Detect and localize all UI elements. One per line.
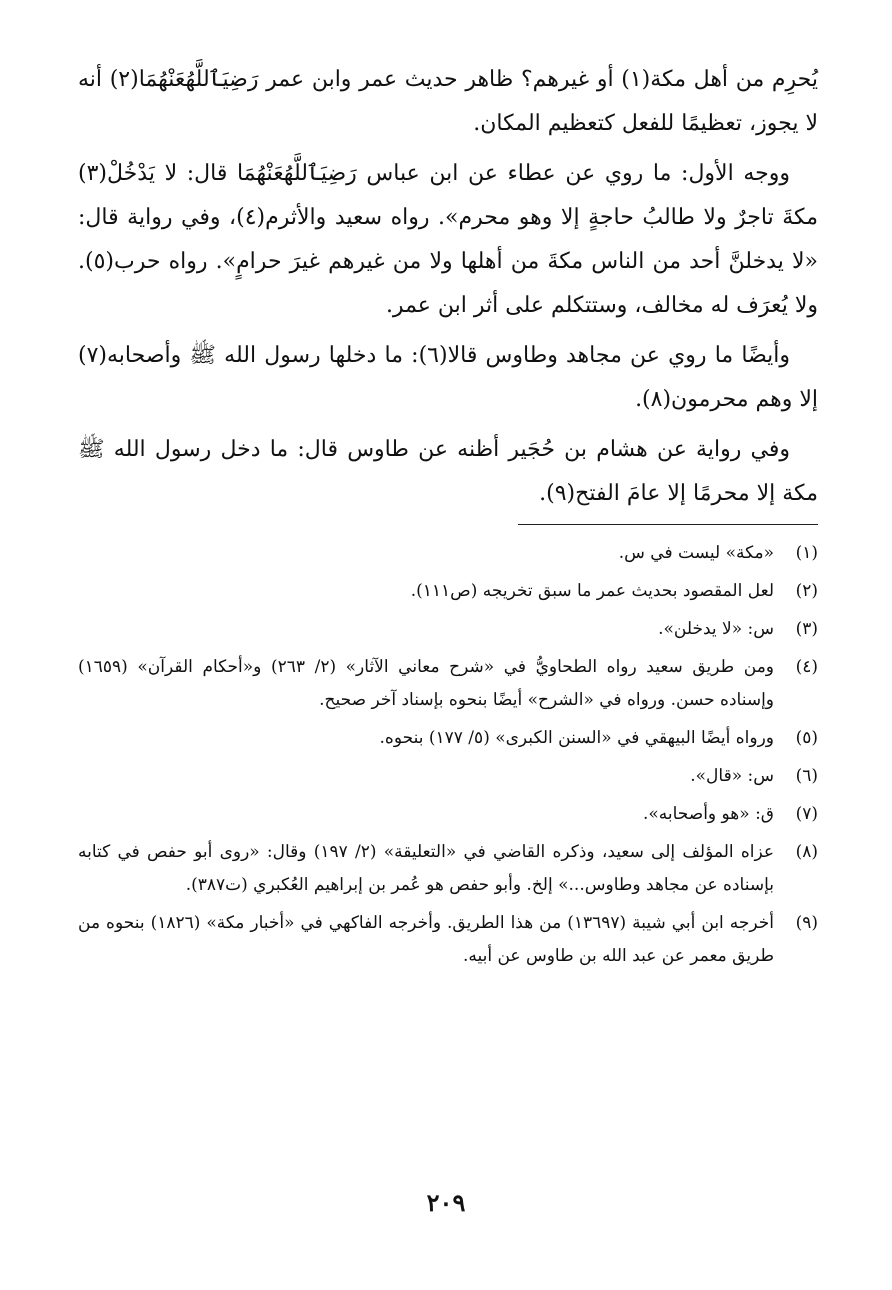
footnote-number: (٩) bbox=[795, 913, 818, 933]
footnote-1 bbox=[78, 537, 818, 570]
paragraph-2: ووجه الأول: ما روي عن عطاء عن ابن عباس رَضِيَٱللَّهُعَنْهُمَا قال: لا يَدْخُلْ(٣) مكةَ تاجرٌ ولا طالبُ حاجةٍ إلا وهو محرم». رواه سعيد والأثرم(٤)، وفي رواية قال: «لا يدخلنَّ أحد من الناس مكةَ من أهلها ولا من غيرهم غيرَ حرامٍ». رواه حرب(٥). ولا يُعرَف له مخالف، وستتكلم على أثر ابن عمر. bbox=[78, 161, 818, 318]
footnote-text: ورواه أيضًا البيهقي في «السنن الكبرى» (٥/ ١٧٧) بنحوه. bbox=[379, 728, 774, 748]
footnote-number: (٦) bbox=[795, 766, 818, 786]
footnote-2 bbox=[78, 575, 818, 608]
footnote-text: عزاه المؤلف إلى سعيد، وذكره القاضي في «التعليقة» (٢/ ١٩٧) وقال: «روى أبو حفص في كتابه بإسناده عن مجاهد وطاوس...» إلخ. وأبو حفص هو عُمر بن إبراهيم العُكبري (ت٣٨٧). bbox=[78, 842, 774, 895]
paragraph-4: وفي رواية عن هشام بن حُجَير أظنه عن طاوس قال: ما دخل رسول الله ﷺ مكة إلا محرمًا إلا عامَ الفتح(٩). bbox=[78, 437, 818, 506]
footnote-number: (٥) bbox=[795, 728, 818, 748]
footnote-number: (٣) bbox=[795, 619, 818, 639]
footnote-text: ق: «هو وأصحابه». bbox=[642, 804, 774, 824]
footnote-4 bbox=[78, 651, 818, 717]
footnote-text: ومن طريق سعيد رواه الطحاويُّ في «شرح معاني الآثار» (٢/ ٢٦٣) و«أحكام القرآن» (١٦٥٩) وإسناده حسن. ورواه في «الشرح» أيضًا بنحوه بإسناد آخر صحيح. bbox=[78, 657, 775, 710]
footnote-text: س: «لا يدخلن». bbox=[658, 619, 774, 639]
footnote-text: «مكة» ليست في س. bbox=[618, 543, 774, 563]
footnote-number: (٧) bbox=[795, 804, 818, 824]
paragraph-1: يُحرِم من أهل مكة(١) أو غيرهم؟ ظاهر حديث عمر وابن عمر رَضِيَٱللَّهُعَنْهُمَا(٢) أنه لا يجوز، تعظيمًا للفعل كتعظيم المكان. bbox=[78, 67, 819, 136]
footnote-text: س: «قال». bbox=[690, 766, 774, 786]
footnote-3 bbox=[78, 613, 818, 646]
footnote-7 bbox=[78, 798, 818, 831]
paragraph-3: وأيضًا ما روي عن مجاهد وطاوس قالا(٦): ما دخلها رسول الله ﷺ وأصحابه(٧) إلا وهم محرمون(٨). bbox=[78, 343, 818, 412]
footnote-text: أخرجه ابن أبي شيبة (١٣٦٩٧) من هذا الطريق. وأخرجه الفاكهي في «أخبار مكة» (١٨٢٦) بنحوه من طريق معمر عن عبد الله بن طاوس عن أبيه. bbox=[78, 913, 775, 966]
book-page bbox=[78, 58, 818, 978]
main-text bbox=[78, 58, 818, 516]
footnote-8 bbox=[78, 836, 818, 902]
footnote-9 bbox=[78, 907, 818, 973]
footnote-6 bbox=[78, 760, 818, 793]
footnote-text: لعل المقصود بحديث عمر ما سبق تخريجه (ص١١١). bbox=[410, 581, 774, 601]
page-number: ٢٠٩ bbox=[426, 1188, 466, 1217]
footnotes bbox=[78, 537, 818, 973]
footnote-number: (٨) bbox=[795, 842, 818, 862]
footnote-number: (٤) bbox=[795, 657, 818, 677]
footnote-number: (٢) bbox=[795, 581, 818, 601]
footnote-separator bbox=[518, 524, 818, 525]
footnote-number: (١) bbox=[795, 543, 818, 563]
footnote-5 bbox=[78, 722, 818, 755]
